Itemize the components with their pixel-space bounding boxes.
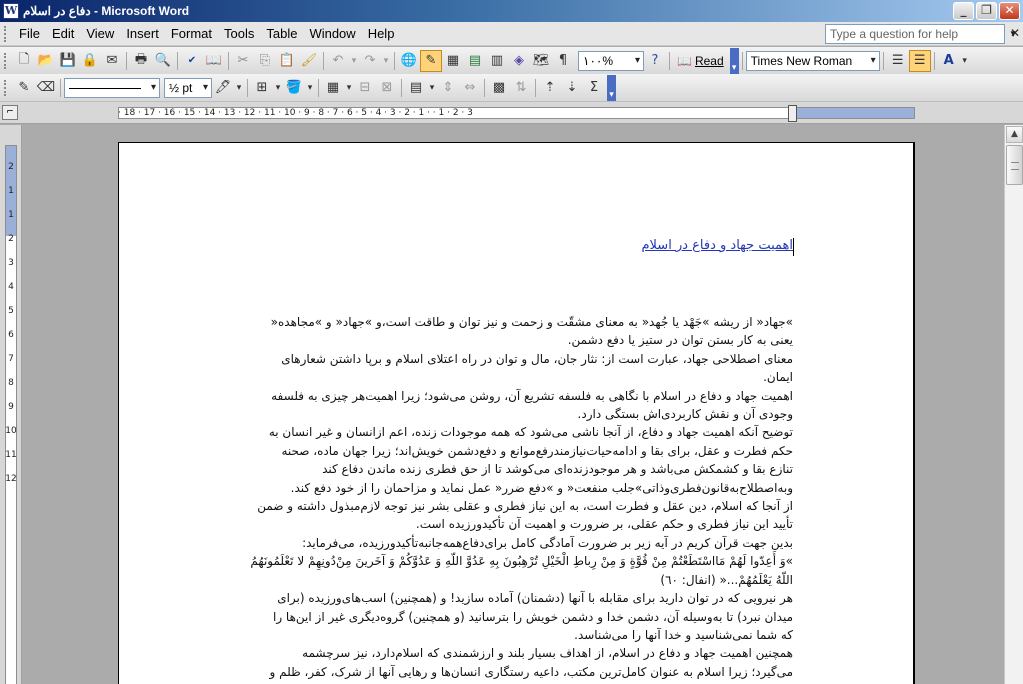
border-dropdown-icon[interactable]: ▾ (275, 82, 281, 93)
body-line: »وَ أَعِدّوا لَهُمْ مَااسْتَطَعْتُمْ مِنْ قُوَّةٍ وَ مِنْ رِباطِ الْخَیْلِ تُرْهِبُونَ بِهِ عَدُوَّ اللّهِ وَ عَدُوَّكُمْ وَ آخَرینَ مِنْ‌دُونِهِمْ لا تَعْلَمُونَهُمُ (250, 554, 793, 569)
horizontal-ruler (0, 102, 1023, 124)
body-line: تنازع بقا و کشمکش می‌باشد و هر موجودزنده‌ای می‌کوشد تا از حق فطری زنده ماندن دفاع کند (322, 462, 793, 477)
border-color-dropdown-icon[interactable]: ▾ (236, 82, 242, 93)
standard-toolbar (0, 47, 1023, 75)
menu-file[interactable]: File (19, 26, 40, 41)
menu-bar (0, 22, 1023, 46)
vertical-ruler (0, 125, 22, 684)
body-line: میدان نبرد) تا به‌وسیله آن، دشمن خدا و دشمن خویش را بترسانید (و همچنین) گروه‌دیگری غیر از این‌ها را (272, 609, 793, 624)
toolbar-options-icon[interactable]: ▾ (607, 75, 616, 101)
hyperlink-icon[interactable]: 🌐 (400, 53, 418, 68)
tab-selector[interactable]: ⌐ (2, 105, 18, 120)
body-line: »جهاد« از ریشه »جَهْد یا جُهد« به معنای مشقّت و زحمت و نیز توان و طاقت است،و »جهاد« و »مجاهده« (270, 315, 793, 329)
print-preview-icon[interactable]: 🔍 (154, 53, 172, 68)
help-search-input[interactable]: Type a question for help ▾ (825, 24, 1005, 44)
document-map-icon[interactable]: 🗺 (532, 53, 550, 68)
insert-table-icon[interactable]: ▦ (446, 53, 460, 68)
read-button[interactable] (673, 51, 728, 71)
separator (228, 52, 229, 70)
body-line: ایمان. (763, 370, 793, 385)
vruler-number: 8 (8, 378, 14, 388)
close-button[interactable]: ✕ (999, 2, 1020, 20)
body-line: بدین جهت قرآن کریم در آیه زیر بر ضرورت آمادگی کامل برای‌دفاع‌همه‌جانبه‌تأکیدورزیده، می‌فرماید: (302, 535, 793, 550)
font-color-dropdown-icon[interactable]: ▾ (962, 55, 967, 66)
align-cell-dropdown-icon[interactable]: ▾ (429, 82, 435, 93)
shading-dropdown-icon[interactable]: ▾ (307, 82, 313, 93)
read-label: Read (694, 53, 724, 68)
body-line: وجودی آن و نقش کاربردی‌اش بستگی دارد. (577, 407, 793, 422)
line-style-select[interactable] (64, 78, 160, 98)
separator (484, 79, 485, 97)
font-select[interactable]: Times New Roman ▾ (746, 51, 880, 71)
outside-border-icon[interactable]: ⊞ (256, 80, 268, 95)
eraser-icon[interactable]: ⌫ (36, 80, 56, 95)
separator (742, 52, 743, 70)
vruler-number: 1 (8, 210, 14, 220)
sort-ascending-icon[interactable]: ⇡ (544, 80, 556, 95)
vruler-number: 3 (8, 258, 14, 268)
align-left-icon[interactable]: ☰ (891, 53, 904, 68)
body-line: حکم فطرت و عقل، برای بقا و ادامه‌حیات‌نیازمندرفع‌موانع و دفع‌دشمن خویش‌اند؛ زیرا جهان ماده، صحنه (281, 443, 793, 458)
document-close-icon[interactable]: ✕ (1009, 26, 1020, 40)
cut-icon[interactable]: ✂ (237, 53, 249, 68)
document-heading[interactable]: اهمیت جهاد و دفاع در اسلام (641, 238, 793, 253)
vruler-number: 7 (8, 354, 14, 364)
restore-button[interactable]: ❐ (976, 2, 997, 20)
draw-table-icon[interactable]: ✎ (18, 80, 30, 95)
align-cell-icon[interactable]: ▤ (409, 80, 423, 95)
redo-icon[interactable]: ↷ (364, 53, 376, 68)
title-bar (0, 0, 1023, 22)
menu-insert[interactable]: Insert (126, 26, 159, 41)
body-line: یعنی به کار بستن توان در ستیز یا دفع دشمن. (567, 333, 793, 348)
window-controls (953, 2, 1020, 20)
tables-borders-icon[interactable]: ✎ (420, 50, 442, 72)
insert-excel-icon[interactable]: ▤ (468, 53, 482, 68)
separator (323, 52, 324, 70)
permission-icon[interactable]: 🔒 (81, 53, 99, 68)
vertical-ruler-numbers (5, 155, 17, 491)
menu-tools[interactable]: Tools (224, 26, 255, 41)
format-painter-icon[interactable]: 🖌 (300, 53, 318, 68)
vruler-number: 11 (5, 450, 17, 460)
new-document-icon[interactable]: 🗋 (18, 51, 30, 67)
insert-table-dropdown-icon[interactable]: ▾ (346, 82, 352, 93)
shading-color-icon[interactable]: 🪣 (285, 80, 303, 95)
menu-table[interactable]: Table (266, 26, 298, 41)
separator (394, 52, 395, 70)
right-indent-marker[interactable] (788, 105, 797, 122)
copy-icon[interactable]: ⎘ (259, 53, 271, 68)
ruler-numbers: · 18 · 17 · 16 · 15 · 14 · 13 · 12 · 11 · 10 · 9 · 8 · 7 · 6 · 5 · 4 · 3 · 2 · 1 · · 1 · 2 · 3 (118, 108, 473, 118)
columns-icon[interactable]: ▥ (490, 53, 504, 68)
toolbar-grip[interactable] (4, 53, 7, 69)
vruler-number: 4 (8, 282, 14, 292)
separator (401, 79, 402, 97)
window-title: دفاع در اسلام - Microsoft Word (23, 4, 190, 18)
vruler-number: 1 (8, 186, 14, 196)
word-app-icon[interactable]: W (4, 4, 18, 17)
spelling-icon[interactable]: ✔ (187, 55, 197, 66)
print-icon[interactable]: 🖶 (134, 51, 148, 67)
undo-dropdown-icon[interactable]: ▾ (351, 55, 357, 66)
email-icon[interactable]: ✉ (106, 53, 118, 68)
separator (177, 52, 178, 70)
show-hide-icon[interactable]: ¶ (558, 53, 568, 68)
separator (535, 79, 536, 97)
table-autoformat-icon[interactable]: ▩ (492, 80, 506, 95)
separator (126, 52, 127, 70)
body-line: همچنین اهمیت جهاد و دفاع در اسلام، از اهداف بسیار بلند و ارزشمندی که اسلام‌دارد، نیز سرچشمه (302, 646, 793, 661)
insert-table-icon[interactable]: ▦ (326, 80, 340, 95)
text-cursor (793, 238, 794, 256)
vruler-number: 5 (8, 306, 14, 316)
body-line: وبه‌اصطلاح‌به‌قانون‌فطری‌وذاتی»جلب منفعت« و »دفع ضرر« عمل نماید و مزاحمان را از خود دفع کند. (290, 480, 793, 495)
body-line: توضیح آنکه اهمیت جهاد و دفاع، از آنجا ناشی می‌شود که همه موجودات زنده، اعم ازانسان و غیر انسان به (268, 425, 793, 440)
scroll-up-icon[interactable]: ▲ (1006, 126, 1023, 143)
vruler-number: 10 (5, 426, 17, 436)
research-icon[interactable]: 📖 (205, 53, 223, 68)
separator (318, 79, 319, 97)
body-line: از آنجا که اسلام، دین عقل و فطرت است، به این نیاز فطری و عقلی بشر نیز توجه لازم‌مبذول داشته و ضمن (257, 499, 793, 514)
align-right-icon[interactable]: ☰ (909, 50, 931, 72)
line-weight-select[interactable]: ½ pt ▾ (164, 78, 212, 98)
autosum-icon[interactable]: Σ (589, 80, 599, 95)
tables-borders-toolbar (0, 74, 1023, 102)
vruler-number: 6 (8, 330, 14, 340)
border-color-icon[interactable]: 🖊 (214, 80, 232, 95)
drawing-icon[interactable]: ◈ (514, 53, 524, 68)
separator (883, 52, 884, 70)
separator (247, 79, 248, 97)
separator (669, 52, 670, 70)
scroll-thumb[interactable] (1006, 145, 1023, 185)
help-icon[interactable]: ? (651, 53, 659, 68)
distribute-columns-icon[interactable]: ⇔ (464, 80, 476, 95)
separator (934, 52, 935, 70)
toolbar-grip[interactable] (4, 80, 7, 96)
paste-icon[interactable]: 📋 (278, 53, 296, 68)
open-folder-icon[interactable]: 📂 (37, 53, 55, 68)
body-line: که شما نمی‌شناسید و خدا آنها را می‌شناسد. (574, 627, 793, 642)
save-icon[interactable]: 💾 (59, 53, 77, 68)
document-page[interactable] (118, 142, 915, 684)
body-line: هر نیرویی که در توان دارید برای مقابله با آنها (دشمنان) آماده سازید! و (همچنین) اسب‌های‌ورزیده (برای (277, 591, 793, 606)
sort-descending-icon[interactable]: ⇣ (566, 80, 578, 95)
vruler-number: 2 (8, 162, 14, 172)
vruler-number: 2 (8, 234, 14, 244)
read-book-icon: 📖 (677, 53, 692, 68)
font-color-icon[interactable]: A (943, 53, 954, 68)
zoom-select[interactable]: ۱۰۰% ▾ (578, 51, 644, 71)
toolbar-options-icon[interactable]: ▾ (730, 48, 739, 74)
menu-view[interactable]: View (86, 26, 115, 41)
menu-edit[interactable]: Edit (51, 26, 75, 41)
undo-icon[interactable]: ↶ (332, 53, 344, 68)
separator (60, 79, 61, 97)
document-area (23, 125, 1004, 684)
document-body[interactable] (239, 313, 793, 681)
menu-help[interactable]: Help (367, 26, 395, 41)
split-cells-icon[interactable]: ⊠ (381, 80, 393, 95)
vertical-scrollbar[interactable] (1004, 125, 1023, 684)
minimize-button[interactable]: _ (953, 2, 974, 20)
body-line: می‌گیرد؛ زیرا اسلام به عنوان کامل‌ترین مکتب، داعیه رستگاری انسان‌ها و رهایی آنها از شرک، کفر، ظلم و (269, 664, 793, 679)
distribute-rows-icon[interactable]: ⇕ (442, 80, 454, 95)
change-text-direction-icon[interactable]: ⇅ (515, 80, 527, 95)
menu-window[interactable]: Window (309, 26, 356, 41)
vruler-number: 12 (5, 474, 17, 484)
vruler-number: 9 (8, 402, 14, 412)
redo-dropdown-icon[interactable]: ▾ (383, 55, 389, 66)
body-line: معنای اصطلاحی جهاد، عبارت است از: نثار جان، مال و توان در راه اعتلای اسلام و برپا داشتن شعارهای (281, 351, 793, 366)
body-line: اللّهُ یَعْلَمُهُمْ...« (انفال: ٦٠) (660, 572, 793, 587)
menu-grip[interactable] (4, 26, 7, 42)
menu-format[interactable]: Format (170, 26, 212, 41)
body-line: تأیید این نیاز فطری و حکم عقلی، بر ضرورت و اهمیت آن تأکیدورزیده است. (415, 517, 793, 532)
merge-cells-icon[interactable]: ⊟ (359, 80, 371, 95)
body-line: اهمیت جهاد و دفاع در اسلام با نگاهی به فلسفه تشریع آن، روشن می‌شود؛ زیرا اهمیت‌هر چیزی به فلسفه (271, 388, 793, 403)
